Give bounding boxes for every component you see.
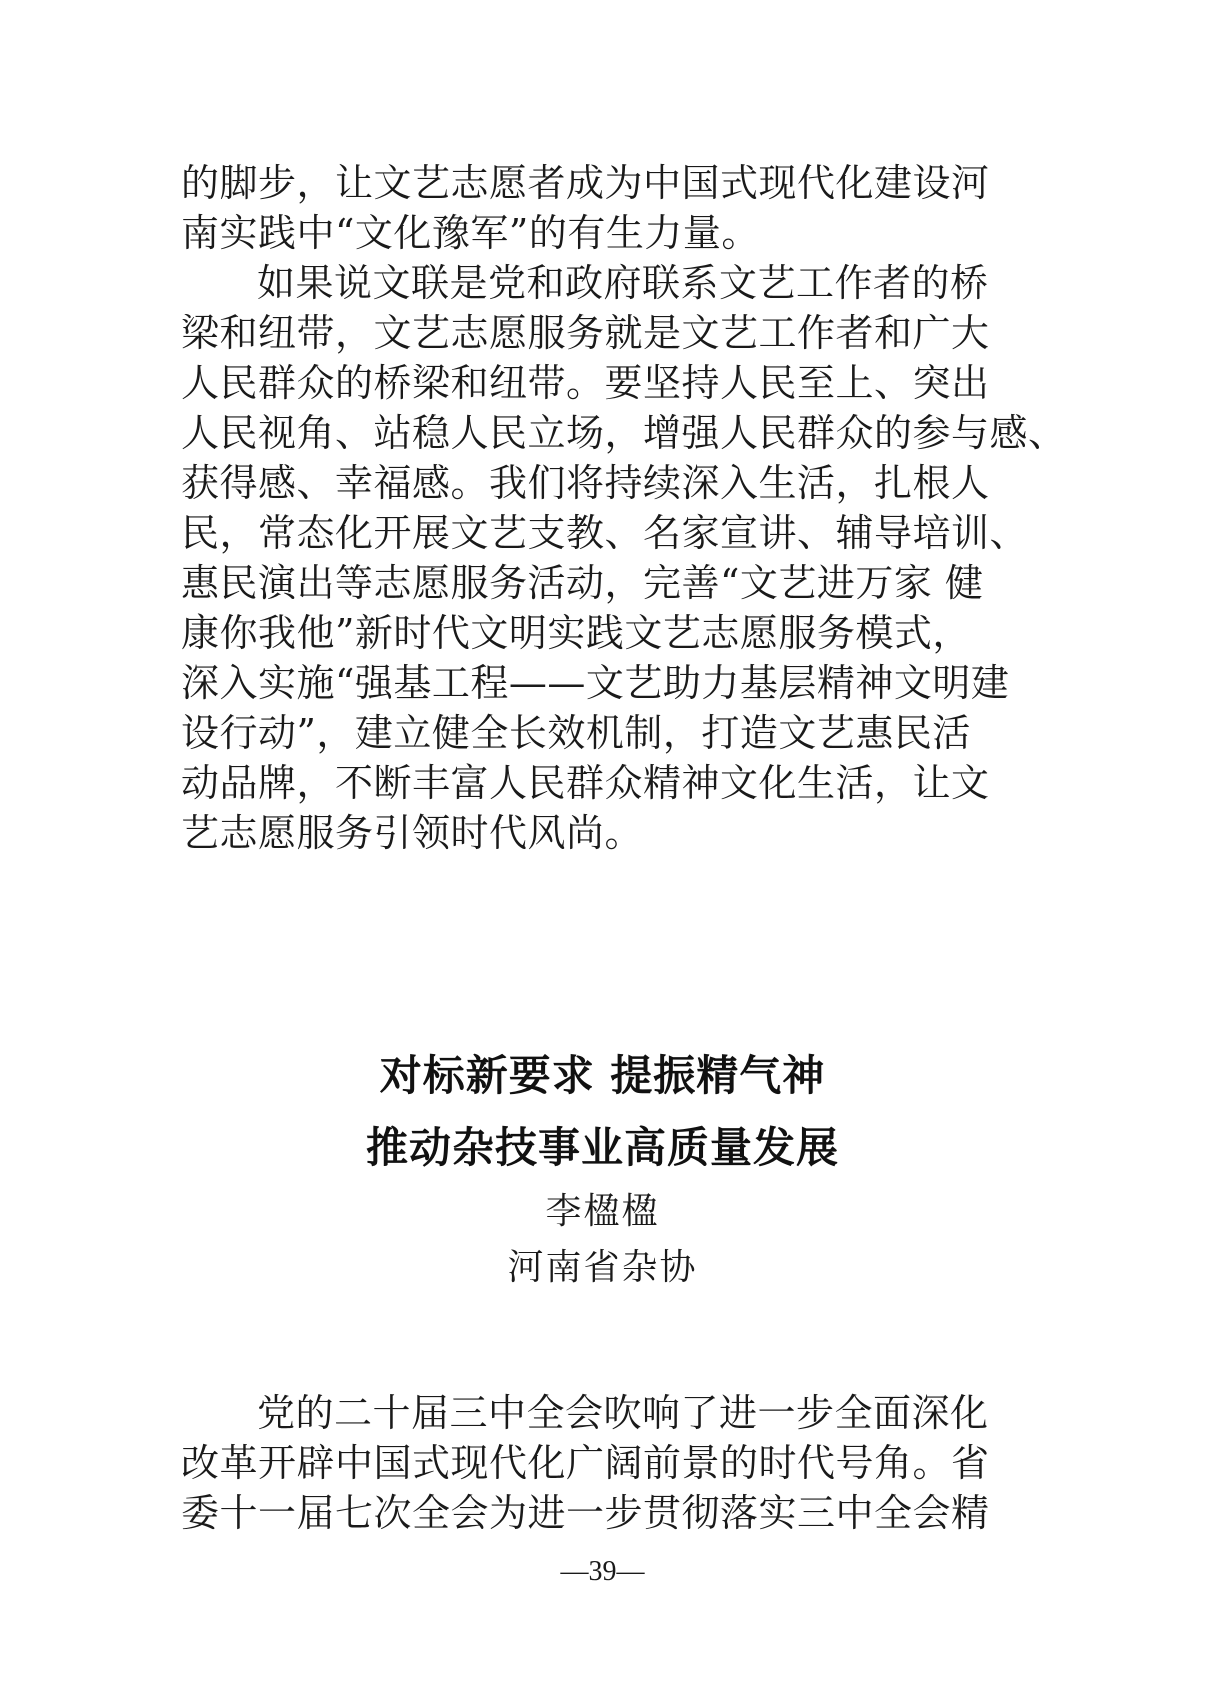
- text-line: 委十一届七次全会为进一步贯彻落实三中全会精: [181, 1491, 990, 1535]
- paragraph-continuation: [181, 158, 990, 258]
- article-header: [0, 1040, 1205, 1296]
- article-title-line-2: 推动杂技事业高质量发展: [365, 1123, 839, 1172]
- text-line: 人民视角、站稳人民立场，增强人民群众的参与感、: [181, 411, 1067, 455]
- text-line: 人民群众的桥梁和纽带。要坚持人民至上、突出: [181, 361, 990, 405]
- page-number: —39—: [560, 1556, 645, 1587]
- paragraph-volunteer-service: [181, 258, 1067, 858]
- text-line: 如果说文联是党和政府联系文艺工作者的桥: [257, 261, 989, 305]
- author-name: 李楹楹: [545, 1191, 660, 1232]
- article-title-line-1: 对标新要求 提振精气神: [379, 1051, 826, 1100]
- text-line: 改革开辟中国式现代化广阔前景的时代号角。省: [181, 1441, 990, 1485]
- text-line: 党的二十届三中全会吹响了进一步全面深化: [257, 1391, 989, 1435]
- author-organization: 河南省杂协: [507, 1247, 698, 1288]
- text-line: 民，常态化开展文艺支教、名家宣讲、辅导培训、: [181, 511, 1029, 555]
- text-line: 南实践中“文化豫军”的有生力量。: [181, 211, 760, 255]
- paragraph-article-intro: [181, 1388, 990, 1538]
- text-line: 深入实施“强基工程——文艺助力基层精神文明建: [181, 661, 1010, 705]
- text-line: 康你我他”新时代文明实践文艺志愿服务模式，: [181, 611, 971, 655]
- text-line: 动品牌，不断丰富人民群众精神文化生活，让文: [181, 761, 990, 805]
- text-line: 获得感、幸福感。我们将持续深入生活，扎根人: [181, 461, 990, 505]
- text-line: 梁和纽带，文艺志愿服务就是文艺工作者和广大: [181, 311, 990, 355]
- text-line: 的脚步，让文艺志愿者成为中国式现代化建设河: [181, 161, 990, 205]
- text-line: 惠民演出等志愿服务活动，完善“文艺进万家 健: [181, 561, 984, 605]
- text-line: 艺志愿服务引领时代风尚。: [181, 811, 644, 855]
- text-line: 设行动”，建立健全长效机制，打造文艺惠民活: [181, 711, 971, 755]
